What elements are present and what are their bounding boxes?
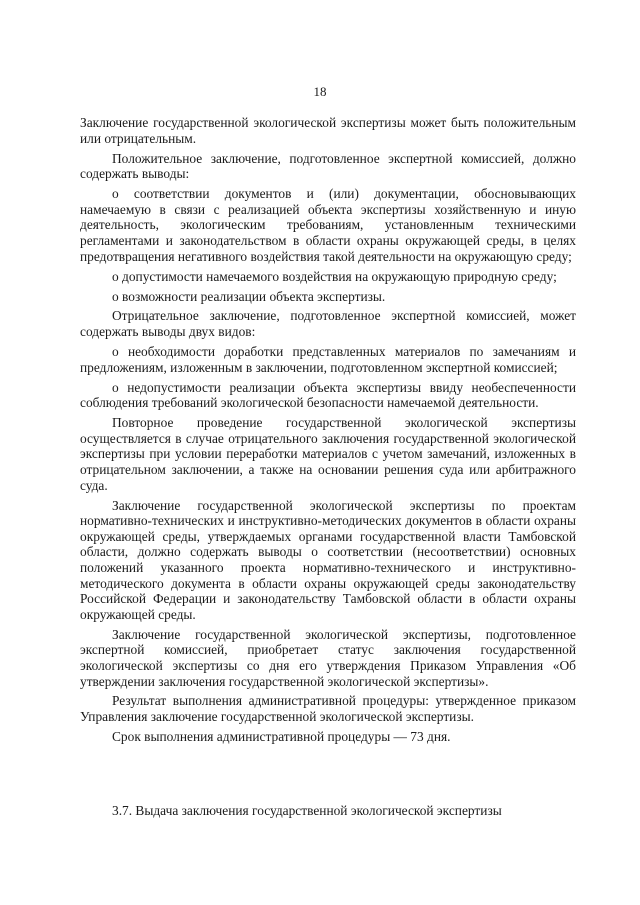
positive-item-possibility: о возможности реализации объекта экспертизы. xyxy=(112,288,386,304)
paragraph-negative-conclusion: Отрицательное заключение, подготовленное экспертной комиссией, может содержать выводы двух видов: xyxy=(80,308,576,340)
page-number: 18 xyxy=(313,84,327,99)
section-heading: 3.7. Выдача заключения государственной экологической экспертизы xyxy=(112,803,502,818)
paragraph-status-acquisition: Заключение государственной экологической экспертизы, подготовленное экспертной комиссией, приобретает статус заключения государственной экологической экспертизы со дня его утверждения Приказом Управления «Об утверждении заключения государственной экологической экспертизы». xyxy=(80,626,576,689)
negative-item-inadmissibility: о недопустимости реализации объекта экспертизы ввиду необеспеченности соблюдения требований экологической безопасности намечаемой деятельности. xyxy=(80,379,576,411)
paragraph-positive-conclusion: Положительное заключение, подготовленное экспертной комиссией, должно содержать выводы: xyxy=(80,150,576,182)
paragraph-repeat-expertise: Повторное проведение государственной экологической экспертизы осуществляется в случае отрицательного заключения государственной экологической экспертизы при условии переработки материалов с учетом замечаний, изложенных в отрицательном заключении, а также на основании решения суда или арбитражного суда. xyxy=(80,415,576,493)
paragraph-procedure-result: Результат выполнения административной процедуры: утвержденное приказом Управления заключение государственной экологической экспертизы. xyxy=(80,693,576,725)
positive-item-admissibility: о допустимости намечаемого воздействия на окружающую природную среду; xyxy=(112,268,557,284)
positive-item-compliance: о соответствии документов и (или) документации, обосновывающих намечаемую в связи с реализацией объекта экспертизы хозяйственную и иную деятельность, экологическим требованиям, установленным техническими регламентами и законодательством в области охраны окружающей среды, в целях предотвращения негативного воздействия такой деятельности на окружающую среду; xyxy=(80,186,576,264)
paragraph-normative-documents: Заключение государственной экологической экспертизы по проектам нормативно-технических и инструктивно-методических документов в области охраны окружающей среды, утверждаемых органами государственной власти Тамбовской области, должно содержать выводы о соответствии (несоответствии) основных положений указанного проекта нормативно-технического и инструктивно-методического документа в области охраны окружающей среды законодательству Российской Федерации и законодательству Тамбовской области в области охраны окружающей среды. xyxy=(80,497,576,622)
paragraph-conclusion-types: Заключение государственной экологической экспертизы может быть положительным или отрицательным. xyxy=(80,115,576,146)
negative-item-revision: о необходимости доработки представленных материалов по замечаниям и предложениям, изложенным в заключении, подготовленном экспертной комиссией; xyxy=(80,344,576,375)
document-body xyxy=(80,115,576,749)
paragraph-procedure-term: Срок выполнения административной процедуры — 73 дня. xyxy=(112,729,451,745)
